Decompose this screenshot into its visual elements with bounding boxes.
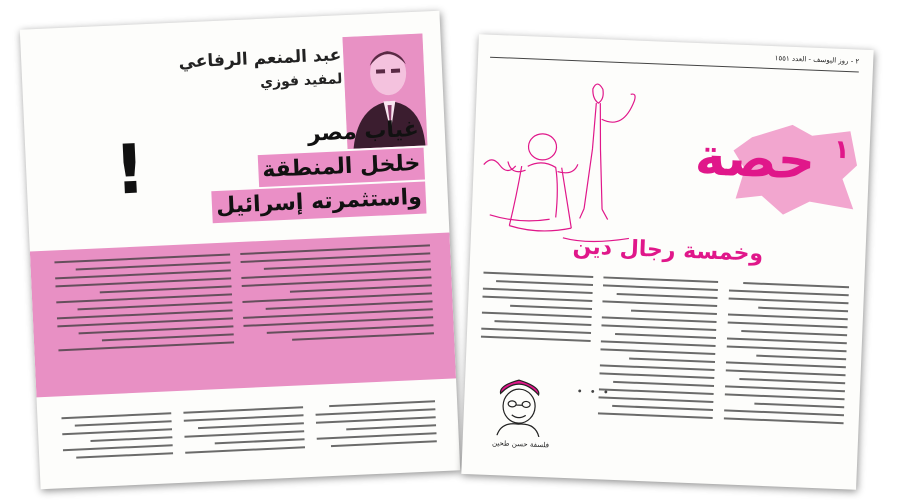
headline: [172, 112, 426, 225]
section-divider-stars: • • •: [576, 386, 611, 399]
left-magazine-page: [20, 11, 460, 490]
lower-column-1: [61, 407, 174, 482]
intro-column: [484, 195, 606, 260]
title-word: حصة: [693, 127, 817, 192]
headline-line-1: غياب مصر: [307, 116, 420, 147]
headline-line-2: خلخل المنطقة: [258, 148, 425, 188]
portrait-caption: فلسفة حسن طحين: [491, 439, 550, 450]
sheikh-portrait-sketch: [487, 371, 552, 437]
interviewer-name: لمفيد فوزي: [259, 71, 343, 91]
lower-column-2: [183, 401, 306, 476]
feature-subtitle: وخمسة رجال دين: [572, 234, 764, 267]
body-column-right: [240, 239, 436, 385]
headline-line-3: واستثمرته إسرائيل: [212, 182, 427, 224]
body-column-left: [54, 248, 236, 394]
article-column-1: [480, 267, 594, 371]
article-column-2: [596, 271, 719, 475]
byline: [178, 45, 343, 94]
right-magazine-page: [461, 34, 873, 489]
headline-exclamation: !: [112, 130, 148, 211]
lower-column-3: [315, 395, 438, 470]
title-number: ١: [833, 134, 851, 166]
feature-title: [693, 127, 851, 192]
page-header: ٢ - روز اليوسف - العدد ١٥٥١: [774, 54, 860, 66]
author-name: عبد المنعم الرفاعي: [178, 45, 342, 73]
article-column-3: [721, 276, 849, 481]
